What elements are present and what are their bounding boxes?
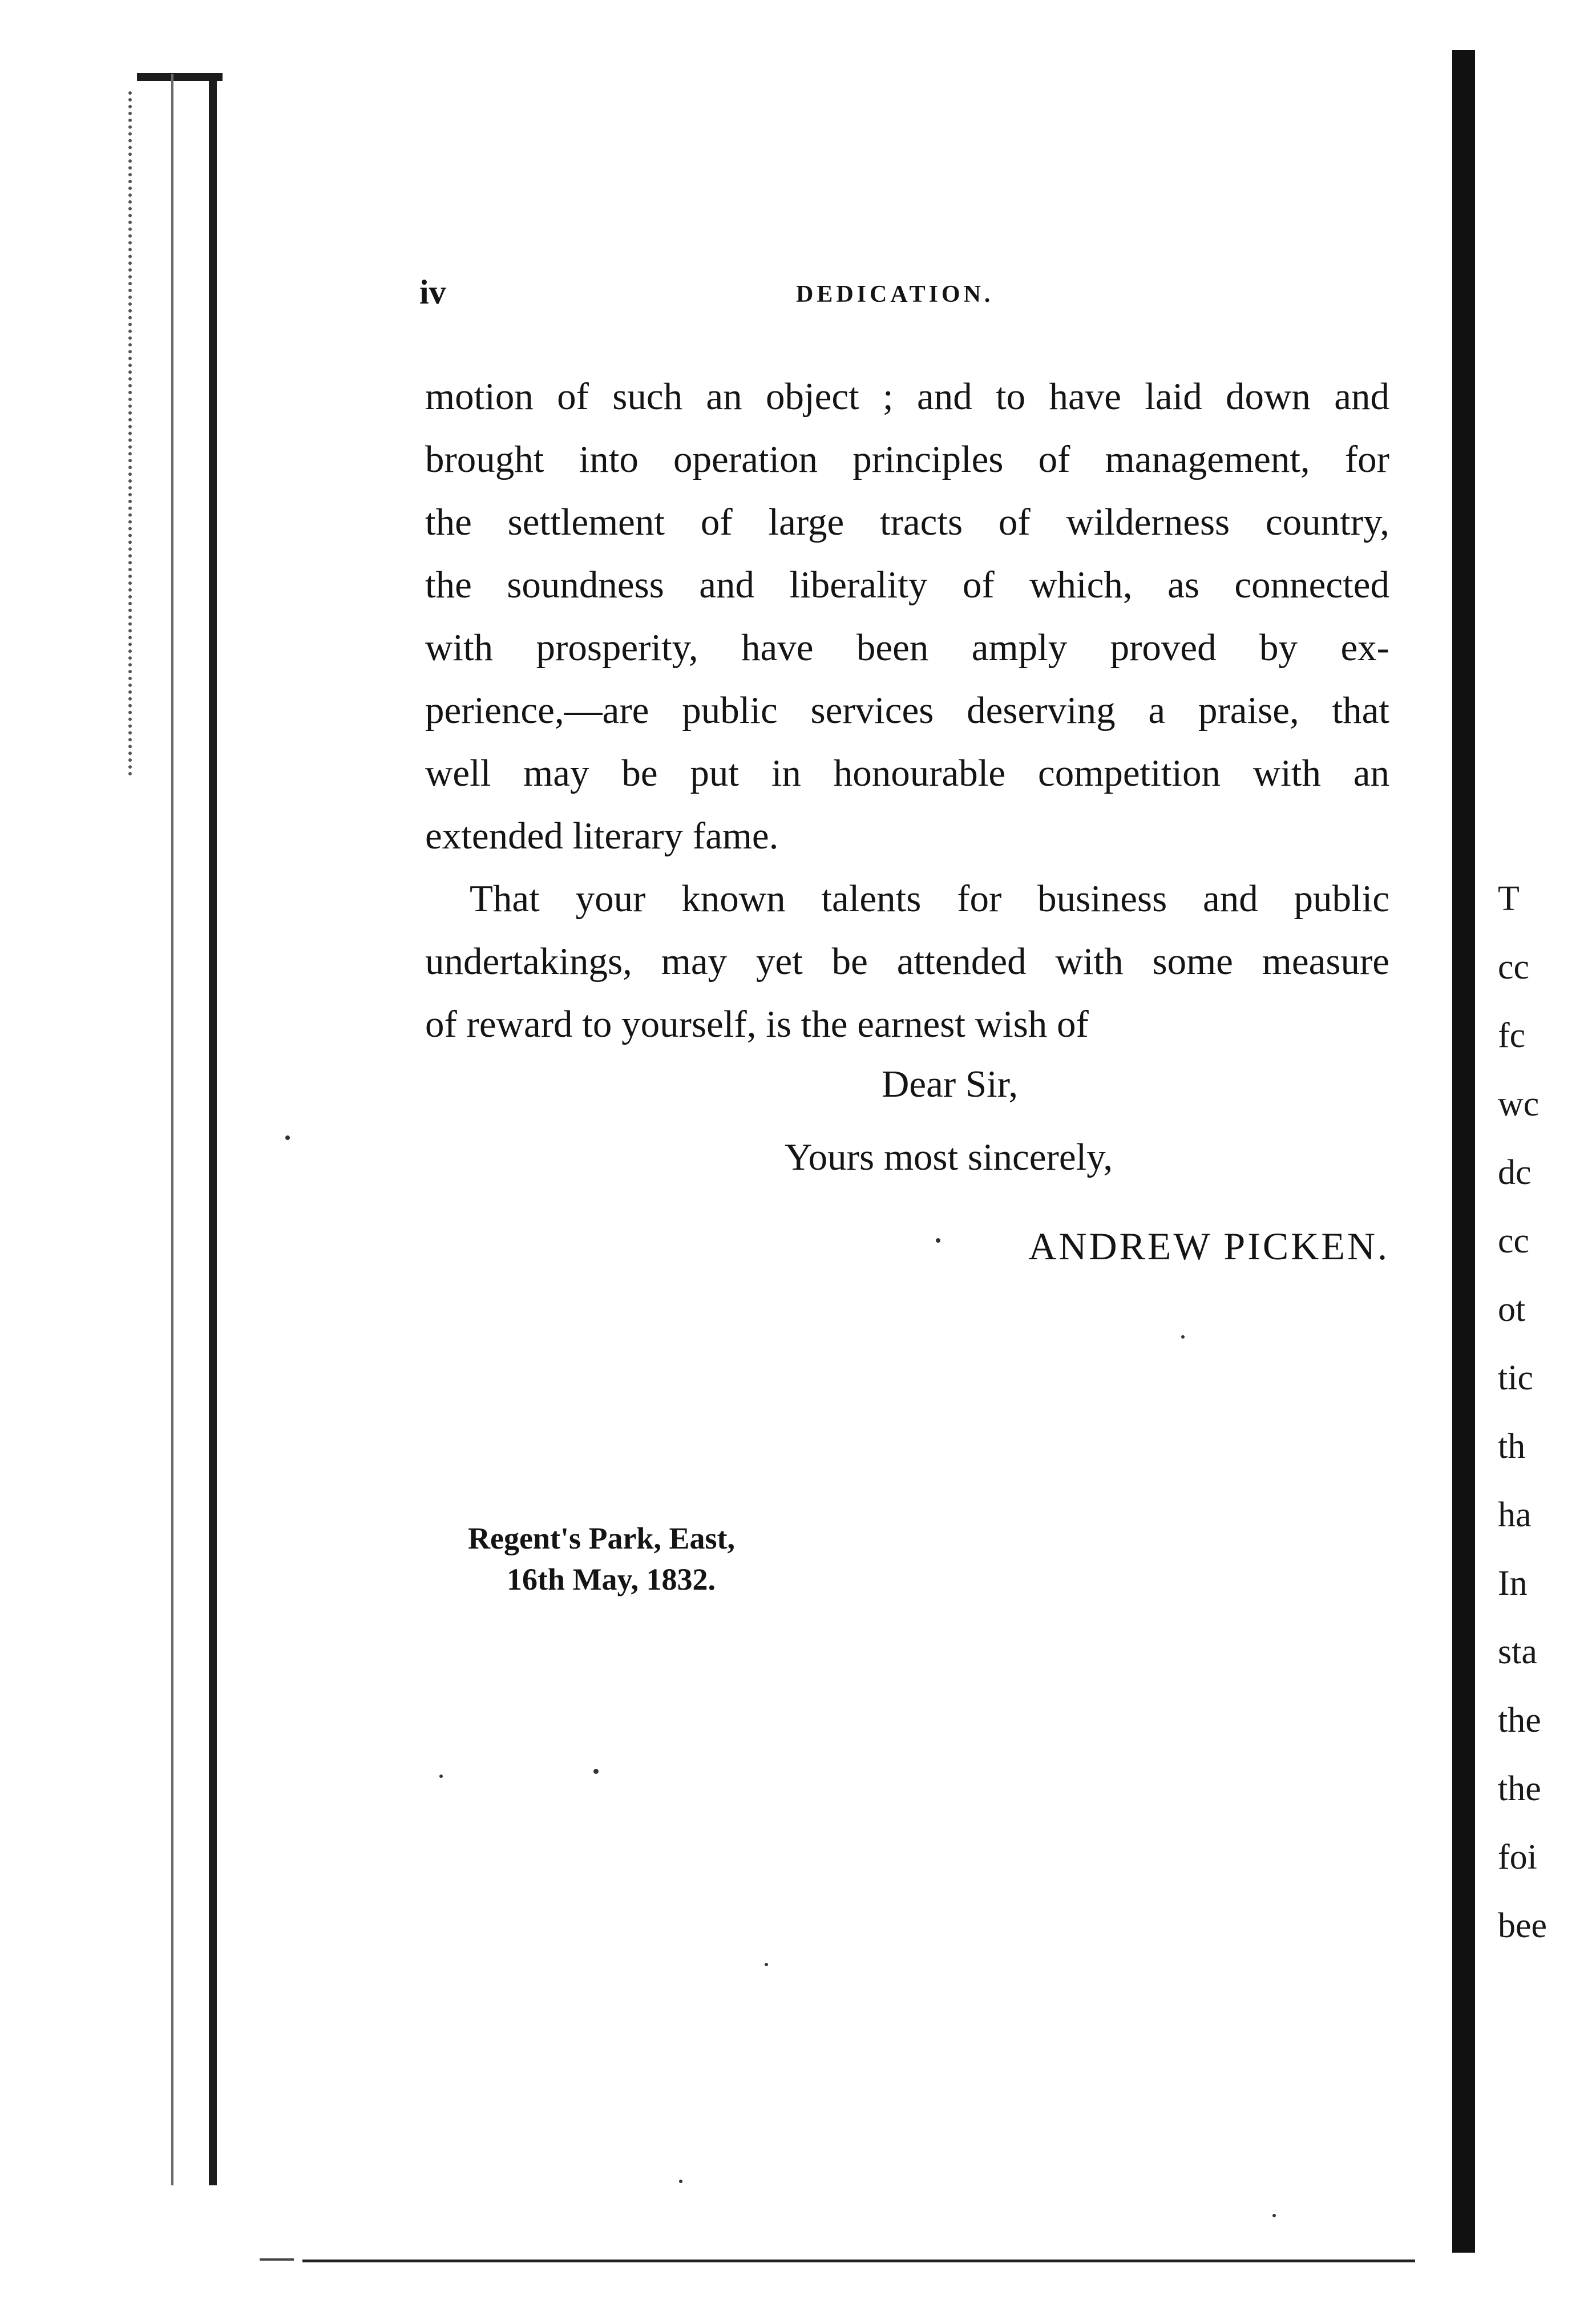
ink-speck xyxy=(1272,2214,1276,2217)
bleed-fragment: tic xyxy=(1498,1359,1533,1397)
bleed-fragment: wc xyxy=(1498,1085,1540,1123)
text-line: the soundness and liberality of which, as connected xyxy=(425,564,1389,606)
bleed-fragment: sta xyxy=(1498,1632,1537,1671)
text-line: of reward to yourself, is the earnest wish of xyxy=(425,1003,1089,1045)
signature: ANDREW PICKEN. xyxy=(1028,1224,1389,1268)
bleed-fragment: cc xyxy=(1498,948,1530,987)
dateline-place: Regent's Park, East, xyxy=(468,1521,735,1555)
left-binding-rule xyxy=(171,74,217,2185)
bleed-fragment: ha xyxy=(1498,1496,1532,1534)
valediction: Yours most sincerely, xyxy=(785,1136,1113,1178)
page-number: iv xyxy=(419,273,446,311)
text-line: well may be put in honourable competition with an xyxy=(425,752,1389,794)
bleed-fragment: foi xyxy=(1498,1838,1537,1877)
text-line: with prosperity, have been amply proved by ex- xyxy=(425,627,1389,669)
dateline-date: 16th May, 1832. xyxy=(507,1562,716,1596)
salutation: Dear Sir, xyxy=(882,1063,1019,1105)
bleed-through-column xyxy=(1498,864,1596,1960)
bleed-fragment: the xyxy=(1498,1769,1541,1808)
bleed-fragment: ot xyxy=(1498,1290,1526,1329)
bleed-fragment: T xyxy=(1498,879,1520,918)
text-line: motion of such an object ; and to have laid down and xyxy=(425,375,1389,418)
ink-speck xyxy=(1181,1335,1185,1339)
left-margin-specks xyxy=(128,91,149,776)
dedication-body xyxy=(425,365,1389,1056)
running-head xyxy=(419,273,1389,318)
bleed-fragment: the xyxy=(1498,1701,1541,1740)
ink-speck xyxy=(593,1769,599,1774)
ink-speck xyxy=(285,1135,290,1140)
text-line: brought into operation principles of management, for xyxy=(425,438,1389,480)
bleed-fragment: dc xyxy=(1498,1153,1532,1192)
bottom-rule xyxy=(302,2260,1415,2262)
text-line: That your known talents for business and public xyxy=(470,878,1389,920)
bleed-fragment: bee xyxy=(1498,1906,1547,1945)
text-line: extended literary fame. xyxy=(425,815,779,857)
ink-speck xyxy=(936,1238,940,1243)
page-heading: DEDICATION. xyxy=(796,281,994,308)
bleed-fragment: fc xyxy=(1498,1016,1526,1055)
dateline xyxy=(468,1518,735,1600)
ink-speck xyxy=(765,1963,768,1966)
right-binding-edge xyxy=(1452,50,1475,2253)
bleed-fragment: In xyxy=(1498,1564,1528,1603)
bleed-fragment: cc xyxy=(1498,1222,1530,1260)
text-line: undertakings, may yet be attended with some measure xyxy=(425,940,1389,983)
text-line: perience,—are public services deserving a praise, that xyxy=(425,689,1389,731)
text-line: the settlement of large tracts of wilderness country, xyxy=(425,501,1389,543)
ink-speck xyxy=(439,1775,443,1778)
bleed-fragment: th xyxy=(1498,1427,1526,1466)
ink-speck xyxy=(679,2180,682,2183)
bottom-rule-fragment xyxy=(260,2258,294,2261)
